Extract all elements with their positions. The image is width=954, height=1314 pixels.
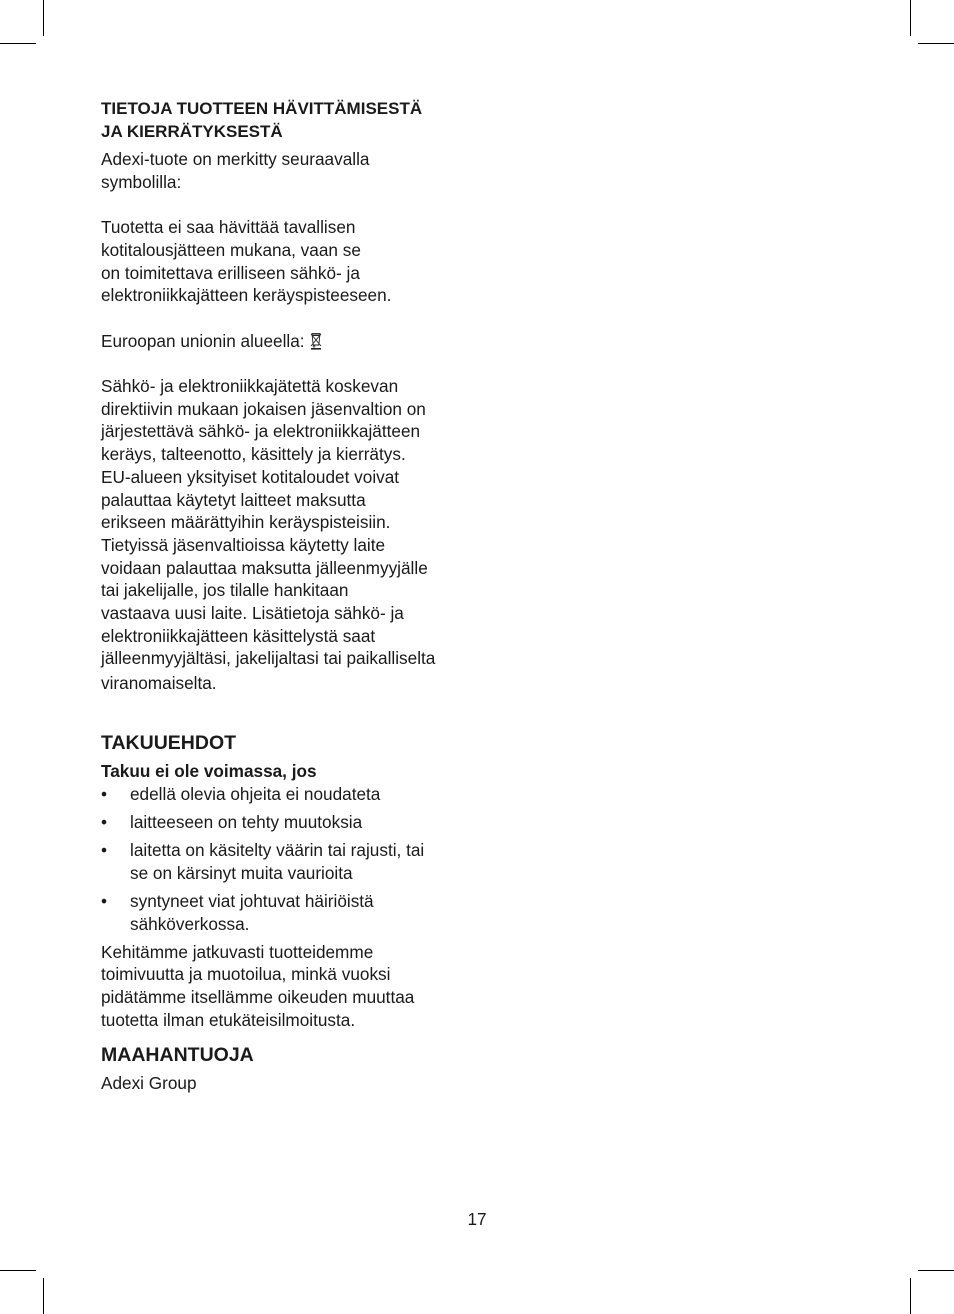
text-line: symbolilla: [101,171,182,192]
text-line: voidaan palauttaa maksutta jälleenmyyjälle [101,557,428,578]
warranty-section [101,731,461,1032]
recycling-heading [101,98,461,143]
importer-section [101,1043,461,1095]
crop-mark [43,1278,44,1314]
bullet-icon: • [101,839,108,860]
warranty-subheading: Takuu ei ole voimassa, jos [101,760,317,781]
text-line: elektroniikkajätteen keräyspisteeseen. [101,285,392,306]
text-line: jälleenmyyjältäsi, jakelijaltasi tai paikalliselta [101,648,436,669]
list-item [101,890,461,935]
text-line: direktiivin mukaan jokaisen jäsenvaltion on [101,398,426,419]
text-line: Kehitämme jatkuvasti tuotteidemme [101,941,374,962]
warranty-heading: TAKUUEHDOT [101,731,237,754]
text-line: vastaava uusi laite. Lisätietoja sähkö- ja [101,603,404,624]
text-line: se on kärsinyt muita vaurioita [130,862,353,883]
crop-mark [918,1270,954,1271]
crop-mark [0,43,36,44]
recycling-intro [101,148,461,193]
bullet-icon: • [101,890,108,911]
text-line: Adexi-tuote on merkitty seuraavalla [101,149,370,169]
crossed-out-wheelie-bin-icon [309,332,323,350]
page-number: 17 [467,1209,487,1229]
text-line: toimivuutta ja muotoilua, minkä vuoksi [101,964,391,985]
text-line: Tietyissä jäsenvaltioissa käytetty laite [101,534,386,555]
text-line: laitteeseen on tehty muutoksia [130,811,363,832]
crop-mark [0,1270,36,1271]
list-item [101,839,461,884]
recycling-heading-line: TIETOJA TUOTTEEN HÄVITTÄMISESTÄ [101,99,423,118]
text-line: Sähkö- ja elektroniikkajätettä koskevan [101,375,399,396]
recycling-heading-line: JA KIERRÄTYKSESTÄ [101,121,283,141]
list-item [101,783,461,806]
text-line: sähköverkossa. [130,913,250,934]
crop-mark [43,0,44,36]
recycling-disposal-paragraph [101,216,461,307]
text-line: EU-alueen yksityiset kotitaloudet voivat [101,466,400,487]
warranty-exclusions-list [101,783,461,936]
importer-heading: MAAHANTUOJA [101,1043,254,1066]
text-line: tai jakelijalle, jos tilalle hankitaan [101,580,349,601]
text-line: erikseen määrättyihin keräyspisteisiin. [101,512,391,533]
content-column [101,98,461,1094]
crop-mark [910,0,911,36]
eu-text: Euroopan unionin alueella: [101,330,305,351]
eu-line [101,330,461,353]
warranty-note [101,941,461,1032]
crop-mark [918,43,954,44]
list-item [101,811,461,834]
bullet-icon: • [101,811,108,832]
text-line: kotitalousjätteen mukana, vaan se [101,239,361,260]
text-line: on toimitettava erilliseen sähkö- ja [101,262,360,283]
weee-directive-paragraph [101,375,461,695]
text-line: pidätämme itsellämme oikeuden muuttaa [101,987,415,1008]
text-line: syntyneet viat johtuvat häiriöistä [130,890,374,911]
text-line: Tuotetta ei saa hävittää tavallisen [101,217,356,238]
crop-mark [910,1278,911,1314]
importer-name: Adexi Group [101,1072,197,1093]
text-line: elektroniikkajätteen käsittelystä saat [101,625,376,646]
bullet-icon: • [101,783,108,804]
recycling-section [101,98,461,695]
text-line: järjestettävä sähkö- ja elektroniikkajätteen [101,421,421,442]
text-line: keräys, talteenotto, käsittely ja kierrätys. [101,444,406,465]
text-line: palauttaa käytetyt laitteet maksutta [101,489,366,510]
text-line: edellä olevia ohjeita ei noudateta [130,783,381,804]
text-line: viranomaiselta. [101,673,217,694]
text-line: laitetta on käsitelty väärin tai rajusti, tai [130,839,425,860]
text-line: tuotetta ilman etukäteisilmoitusta. [101,1009,356,1030]
